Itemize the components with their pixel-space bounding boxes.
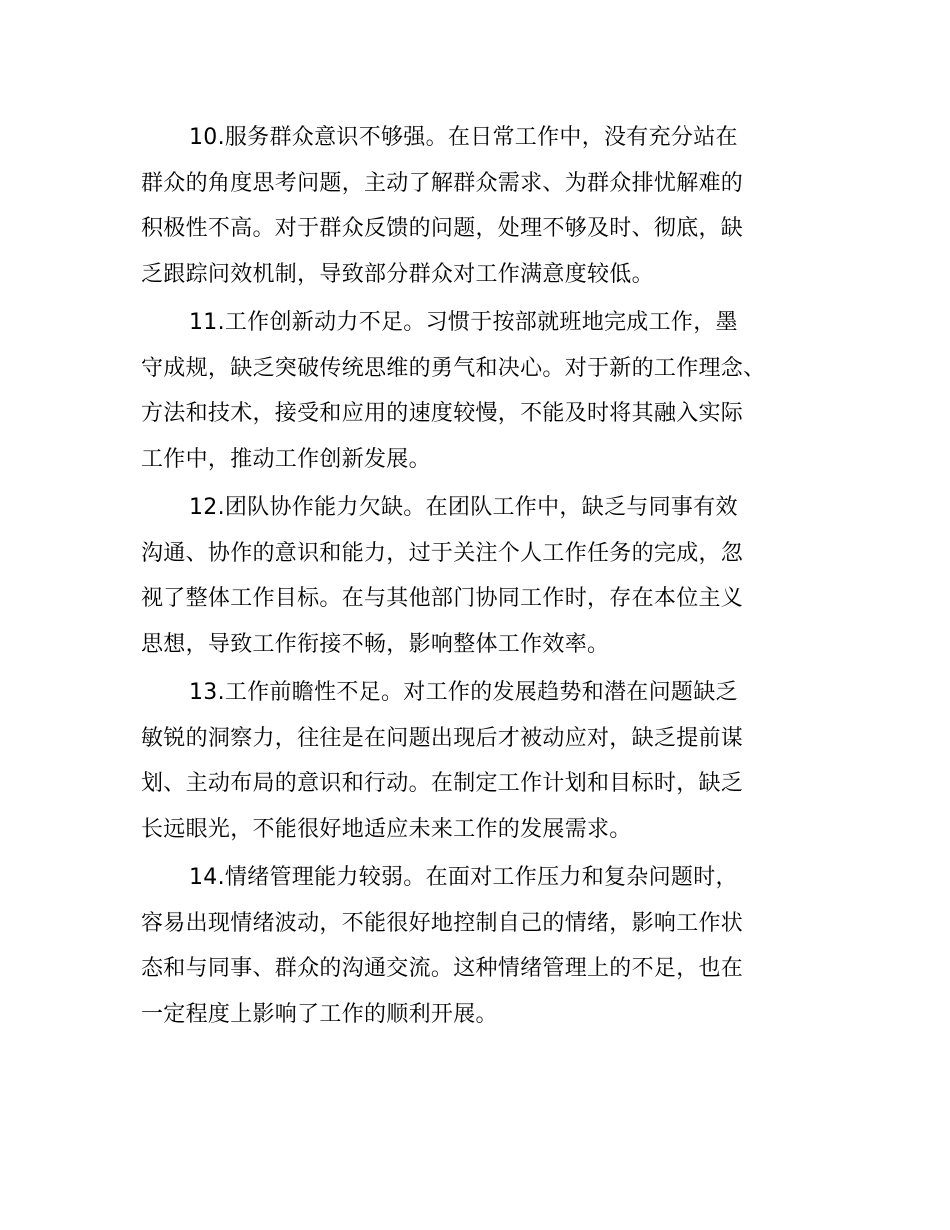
paragraph-line: 12.团队协作能力欠缺。在团队工作中，缺乏与同事有效 — [189, 495, 738, 520]
paragraph-line: 方法和技术，接受和应用的速度较慢，不能及时将其融入实际 — [141, 401, 744, 426]
paragraph-line: 长远眼光，不能很好地适应未来工作的发展需求。 — [141, 816, 632, 842]
paragraph-line: 容易出现情绪波动，不能很好地控制自己的情绪，影响工作状 — [141, 910, 744, 936]
paragraph-line: 10.服务群众意识不够强。在日常工作中，没有充分站在 — [189, 125, 738, 150]
paragraph-line: 11.工作创新动力不足。习惯于按部就班地完成工作，墨 — [189, 310, 738, 335]
paragraph-line: 守成规，缺乏突破传统思维的勇气和决心。对于新的工作理念、 — [141, 355, 766, 381]
paragraph-12 — [141, 485, 811, 667]
paragraph-line: 思想，导致工作衔接不畅，影响整体工作效率。 — [141, 631, 610, 657]
paragraph-14 — [141, 855, 811, 1037]
paragraph-line: 视了整体工作目标。在与其他部门协同工作时，存在本位主义 — [141, 586, 744, 611]
paragraph-line: 乏跟踪问效机制，导致部分群众对工作满意度较低。 — [141, 261, 654, 287]
paragraph-line: 14.情绪管理能力较弱。在面对工作压力和复杂问题时， — [189, 865, 738, 890]
paragraph-line: 群众的角度思考问题，主动了解群众需求、为群众排忧解难的 — [141, 170, 744, 196]
paragraph-line: 工作中，推动工作创新发展。 — [141, 446, 431, 472]
paragraph-line: 沟通、协作的意识和能力，过于关注个人工作任务的完成，忽 — [141, 540, 744, 566]
paragraph-13 — [141, 670, 811, 852]
paragraph-10 — [141, 115, 811, 297]
document-body — [141, 115, 811, 1037]
paragraph-line: 积极性不高。对于群众反馈的问题，处理不够及时、彻底，缺 — [141, 216, 744, 241]
paragraph-line: 态和与同事、群众的沟通交流。这种情绪管理上的不足，也在 — [141, 956, 744, 981]
paragraph-line: 一定程度上影响了工作的顺利开展。 — [141, 1001, 498, 1027]
paragraph-11 — [141, 300, 811, 482]
paragraph-line: 划、主动布局的意识和行动。在制定工作计划和目标时，缺乏 — [141, 771, 744, 796]
paragraph-line: 13.工作前瞻性不足。对工作的发展趋势和潜在问题缺乏 — [189, 680, 738, 705]
paragraph-line: 敏锐的洞察力，往往是在问题出现后才被动应对，缺乏提前谋 — [141, 725, 744, 751]
